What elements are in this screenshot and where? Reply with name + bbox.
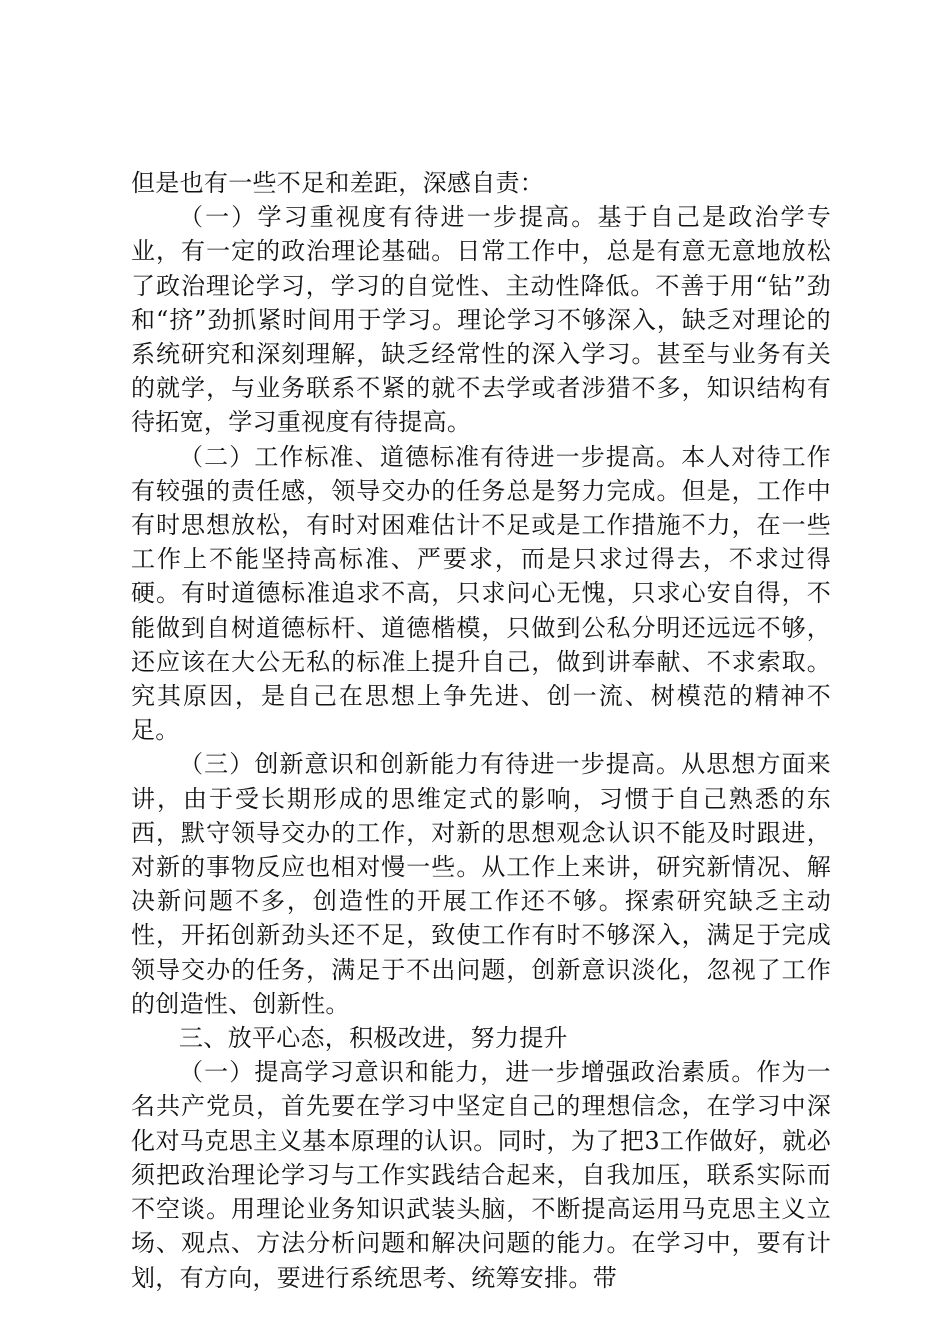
document-body [131, 166, 831, 1295]
paragraph-innovation-issue: （三）创新意识和创新能力有待进一步提高。从思想方面来讲，由于受长期形成的思维定式的影响，习惯于自己熟悉的东西，默守领导交办的工作，对新的思想观念认识不能及时跟进，对新的事物反应也相对慢一些。从工作上来讲，研究新情况、解决新问题不多，创造性的开展工作还不够。探索研究缺乏主动性，开拓创新劲头还不足，致使工作有时不够深入，满足于完成领导交办的任务，满足于不出问题，创新意识淡化，忽视了工作的创造性、创新性。 [131, 750, 831, 1018]
paragraph-study-issue: （一）学习重视度有待进一步提高。基于自己是政治学专业，有一定的政治理论基础。日常工作中，总是有意无意地放松了政治理论学习，学习的自觉性、主动性降低。不善于用“钻”劲和“挤”劲抓紧时间用于学习。理论学习不够深入，缺乏对理论的系统研究和深刻理解，缺乏经常性的深入学习。甚至与业务有关的就学，与业务联系不紧的就不去学或者涉猎不多，知识结构有待拓宽，学习重视度有待提高。 [131, 203, 831, 437]
paragraph-work-standard-issue: （二）工作标准、道德标准有待进一步提高。本人对待工作有较强的责任感，领导交办的任务总是努力完成。但是，工作中有时思想放松，有时对困难估计不足或是工作措施不力，在一些工作上不能坚持高标准、严要求，而是只求过得去，不求过得硬。有时道德标准追求不高，只求问心无愧，只求心安自得，不能做到自树道德标杆、道德楷模，只做到公私分明还远远不够，还应该在大公无私的标准上提升自己，做到讲奉献、不求索取。究其原因，是自己在思想上争先进、创一流、树模范的精神不足。 [131, 442, 831, 745]
paragraph-intro: 但是也有一些不足和差距，深感自责： [131, 169, 545, 197]
paragraph-improve-study: （一）提高学习意识和能力，进一步增强政治素质。作为一名共产党员，首先要在学习中坚定自己的理想信念，在学习中深化对马克思主义基本原理的认识。同时，为了把3工作做好，就必须把政治理论学习与工作实践结合起来，自我加压，联系实际而不空谈。用理论业务知识武装头脑，不断提高运用马克思主义立场、观点、方法分析问题和解决问题的能力。在学习中，要有计划，有方向，要进行系统思考、统筹安排。带 [131, 1058, 831, 1292]
section-heading-three: 三、放平心态，积极改进，努力提升 [179, 1024, 568, 1053]
